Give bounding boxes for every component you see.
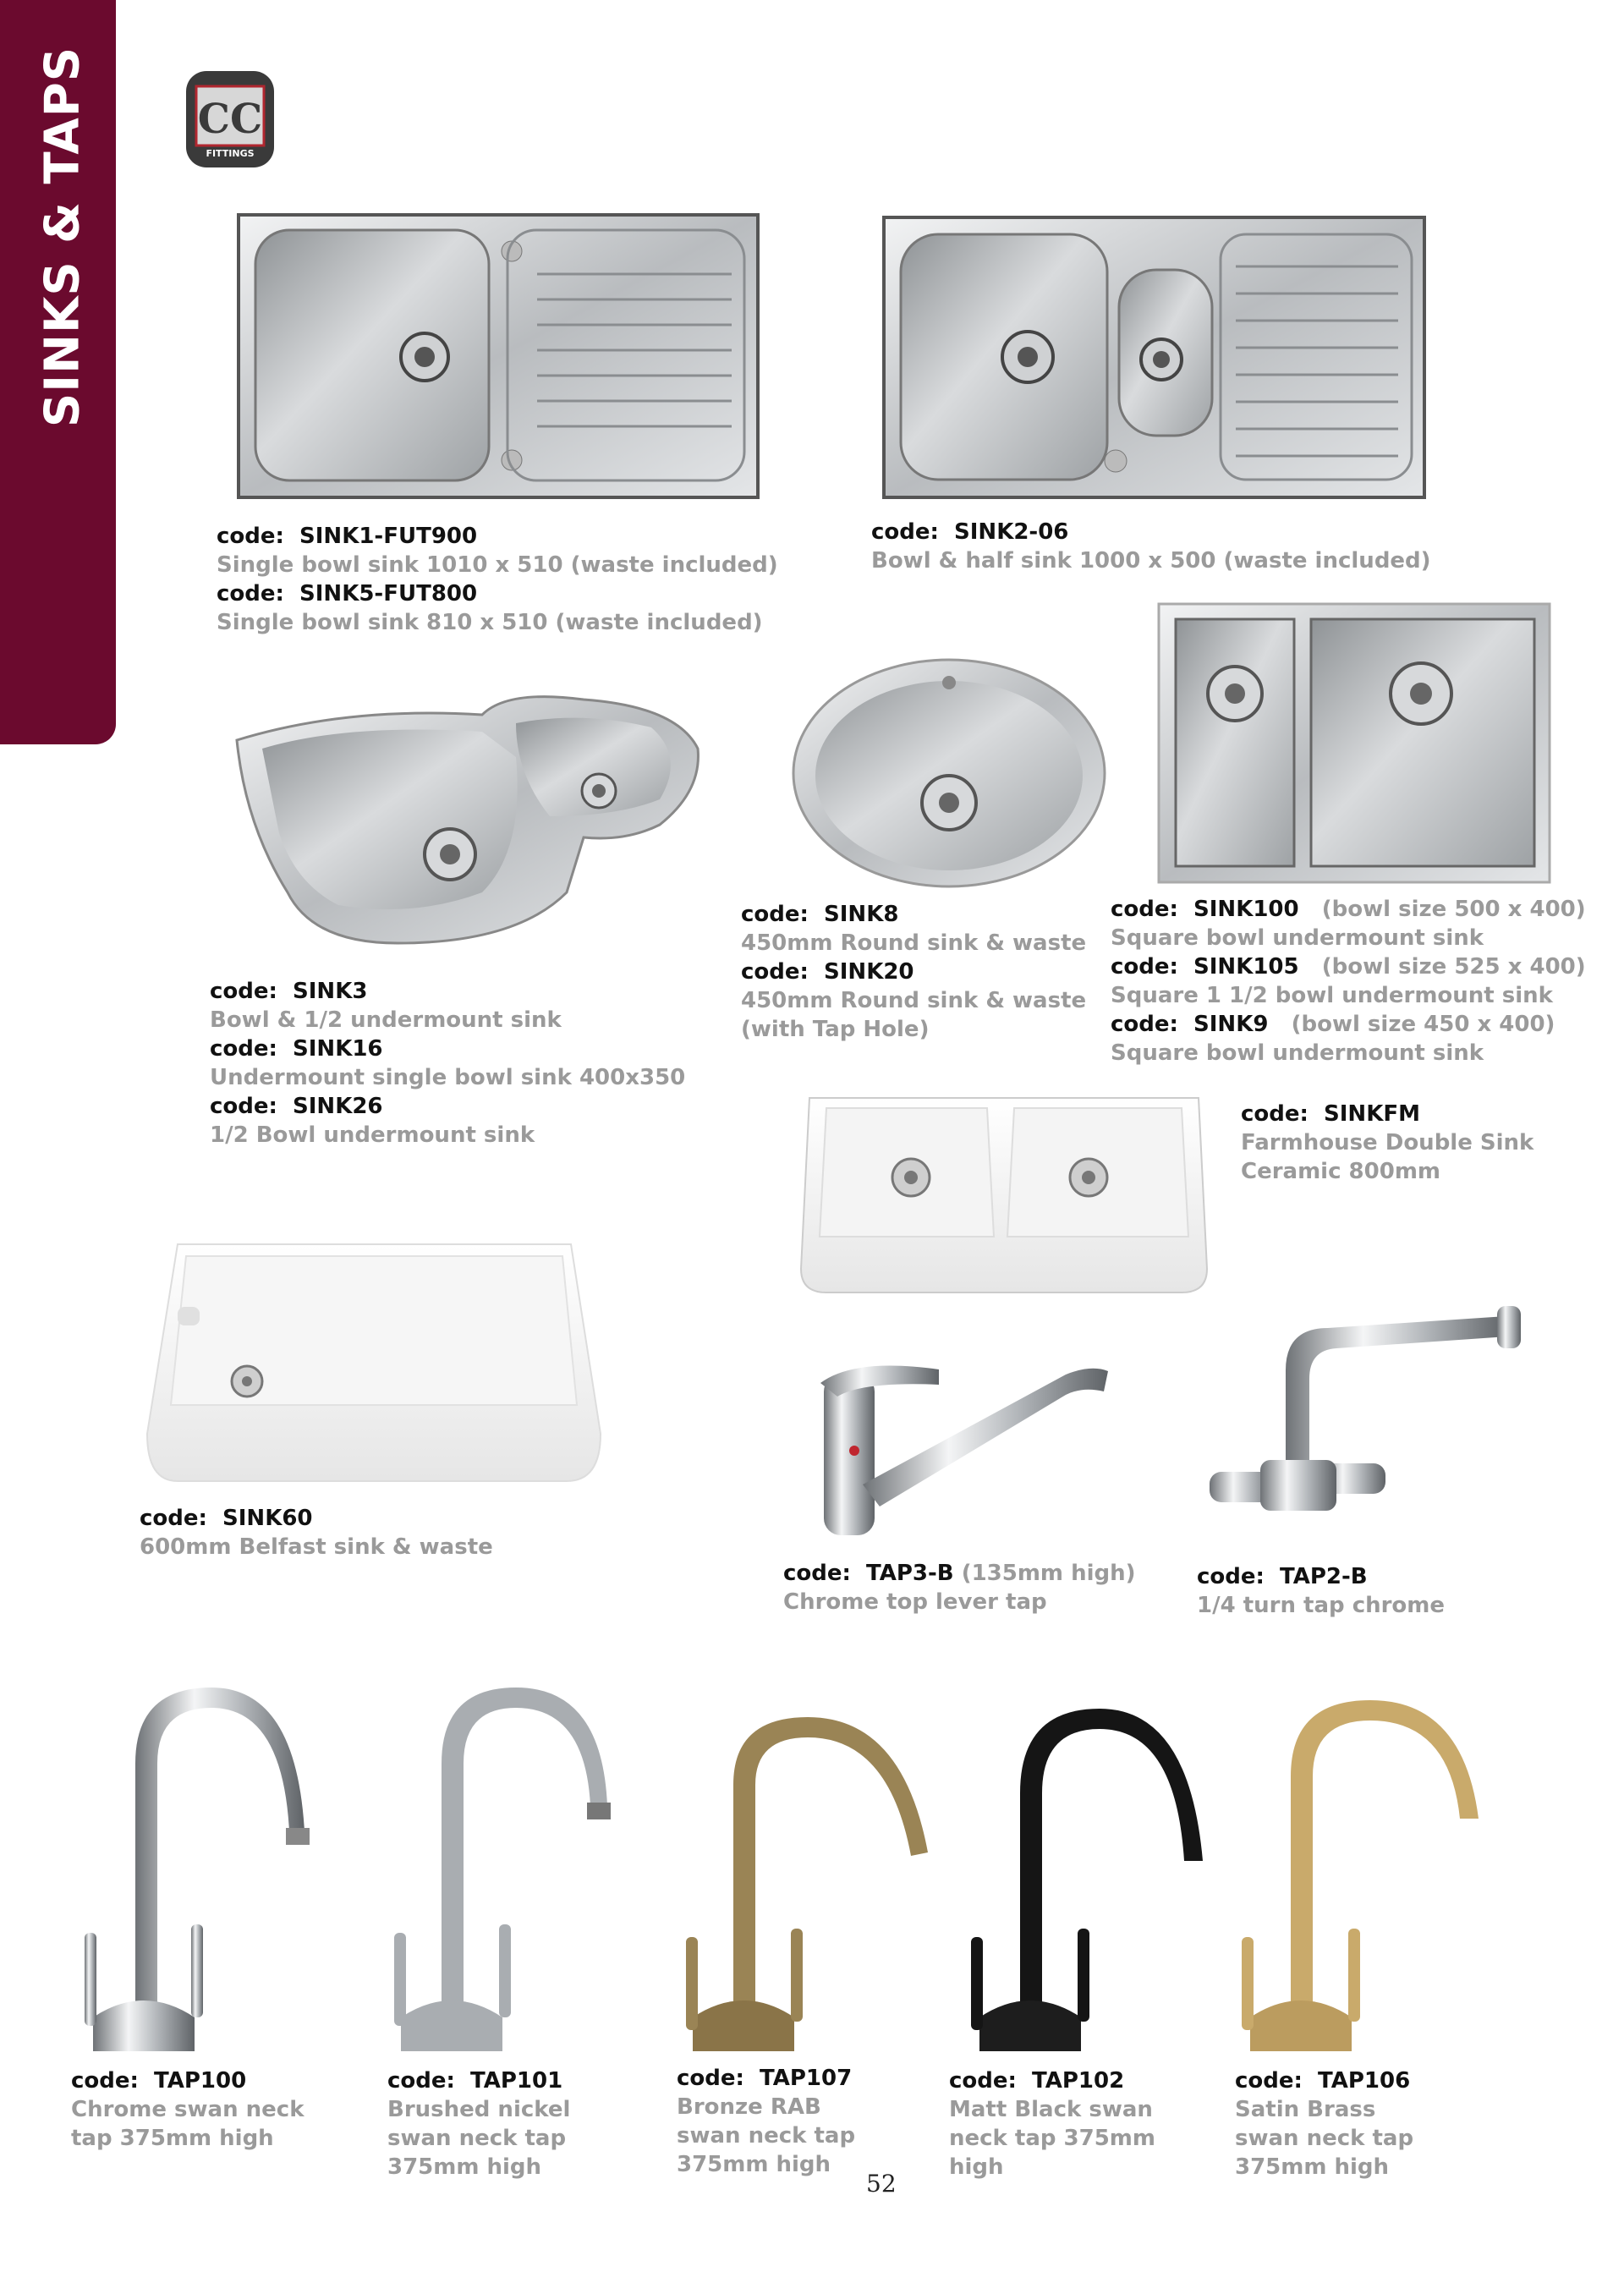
sink1-code: SINK1-FUT900: [299, 524, 478, 549]
sink100-code: SINK100: [1193, 897, 1299, 922]
sinkfm-caption: code: SINKFM Farmhouse Double Sink Ceramic 800mm: [1241, 1101, 1534, 1184]
sink100-image: [1157, 602, 1551, 884]
sink105-note: (bowl size 525 x 400): [1321, 954, 1586, 980]
tap3b-caption: code: TAP3-B (135mm high) Chrome top lever tap: [783, 1561, 1136, 1615]
sink9-code: SINK9: [1193, 1012, 1269, 1037]
svg-text:CC: CC: [197, 96, 263, 143]
sink20-desc2: (with Tap Hole): [741, 1017, 930, 1042]
sink1-desc: Single bowl sink 1010 x 510 (waste included): [217, 552, 778, 578]
tap106-image: [1235, 1692, 1489, 2068]
sinkfm-image: [793, 1091, 1215, 1296]
tap2b-code: TAP2-B: [1280, 1564, 1368, 1589]
tap100-caption: code: TAP100 Chrome swan neck tap 375mm high: [71, 2068, 304, 2151]
sink2-06-caption: code: SINK2-06 Bowl & half sink 1000 x 500 (waste included): [871, 519, 1431, 573]
sink1-image: [237, 213, 760, 499]
page-number: 52: [866, 2170, 897, 2198]
tap3b-note: (135mm high): [961, 1561, 1136, 1586]
tap2b-image: [1201, 1294, 1539, 1523]
tap101-code: TAP101: [470, 2068, 563, 2094]
sink8-code: SINK8: [824, 902, 899, 927]
section-tab: [0, 0, 116, 744]
tap106-caption: code: TAP106 Satin Brass swan neck tap 375mm high: [1235, 2068, 1414, 2180]
sink8-desc: 450mm Round sink & waste: [741, 930, 1087, 956]
sinkfm-desc2: Ceramic 800mm: [1241, 1159, 1441, 1184]
sink20-code: SINK20: [824, 959, 914, 985]
sink9-desc: Square bowl undermount sink: [1111, 1040, 1484, 1066]
tap2b-desc: 1/4 turn tap chrome: [1197, 1593, 1446, 1618]
sink8-caption: code: SINK8 450mm Round sink & waste code: SINK20 450mm Round sink & waste (with Tap Hole): [741, 902, 1087, 1042]
sink100-desc: Square bowl undermount sink: [1111, 925, 1484, 951]
sink1-caption: code: SINK1-FUT900 Single bowl sink 1010 x 510 (waste included) code: SINK5-FUT800 Single bowl sink 810 x 510 (waste included): [217, 524, 778, 635]
sink3-image: [228, 689, 706, 952]
tap107-caption: code: TAP107 Bronze RAB swan neck tap 375mm high: [677, 2066, 856, 2177]
sink16-desc: Undermount single bowl sink 400x350: [210, 1065, 686, 1090]
sink20-desc: 450mm Round sink & waste: [741, 988, 1087, 1013]
tap107-image: [681, 1709, 935, 2068]
sink9-note: (bowl size 450 x 400): [1291, 1012, 1555, 1037]
sink16-code: SINK16: [293, 1036, 383, 1062]
sink5-desc: Single bowl sink 810 x 510 (waste included): [217, 610, 763, 635]
sink105-desc: Square 1 1/2 bowl undermount sink: [1111, 983, 1553, 1008]
svg-text:FITTINGS: FITTINGS: [206, 148, 255, 159]
tap3b-code: TAP3-B: [866, 1561, 954, 1586]
sink2-06-desc: Bowl & half sink 1000 x 500 (waste included): [871, 548, 1431, 573]
tap101-caption: code: TAP101 Brushed nickel swan neck tap 375mm high: [387, 2068, 571, 2180]
sink3-code: SINK3: [293, 979, 368, 1004]
tap3b-desc: Chrome top lever tap: [783, 1589, 1047, 1615]
section-title: SINKS & TAPS: [35, 46, 91, 428]
tap100-image: [76, 1679, 330, 2068]
sink26-desc: 1/2 Bowl undermount sink: [210, 1122, 535, 1148]
sink60-desc: 600mm Belfast sink & waste: [140, 1534, 493, 1560]
tap3b-image: [812, 1358, 1121, 1544]
tap107-code: TAP107: [760, 2066, 853, 2091]
tap102-image: [964, 1700, 1210, 2068]
company-logo: [184, 69, 276, 169]
sink105-code: SINK105: [1193, 954, 1299, 980]
tap100-code: TAP100: [154, 2068, 247, 2094]
sink3-desc: Bowl & 1/2 undermount sink: [210, 1007, 562, 1033]
tap102-caption: code: TAP102 Matt Black swan neck tap 375mm high: [949, 2068, 1155, 2180]
tap101-image: [389, 1679, 617, 2068]
sink100-note: (bowl size 500 x 400): [1321, 897, 1586, 922]
sink60-caption: code: SINK60 600mm Belfast sink & waste: [140, 1506, 493, 1560]
tap2b-caption: code: TAP2-B 1/4 turn tap chrome: [1197, 1564, 1446, 1618]
sink2-06-image: [882, 216, 1426, 499]
sink5-code: SINK5-FUT800: [299, 581, 478, 606]
sinkfm-desc: Farmhouse Double Sink: [1241, 1130, 1534, 1155]
sink2-06-code: SINK2-06: [954, 519, 1069, 545]
sink3-caption: code: SINK3 Bowl & 1/2 undermount sink code: SINK16 Undermount single bowl sink 400x350 code: SINK26 1/2 Bowl undermount sink: [210, 979, 686, 1148]
sink100-caption: code: SINK100 (bowl size 500 x 400) Square bowl undermount sink code: SINK105 (bowl size 525 x 400) Square 1 1/2 bowl undermount sink code: SINK9 (bowl size 450 x 400) Square bowl undermount sink: [1111, 897, 1586, 1066]
sink8-image: [791, 657, 1108, 890]
sink60-code: SINK60: [222, 1506, 313, 1531]
sinkfm-code: SINKFM: [1324, 1101, 1420, 1127]
sink26-code: SINK26: [293, 1094, 383, 1119]
tap106-code: TAP106: [1318, 2068, 1411, 2094]
sink60-image: [144, 1239, 605, 1484]
tap102-code: TAP102: [1032, 2068, 1125, 2094]
